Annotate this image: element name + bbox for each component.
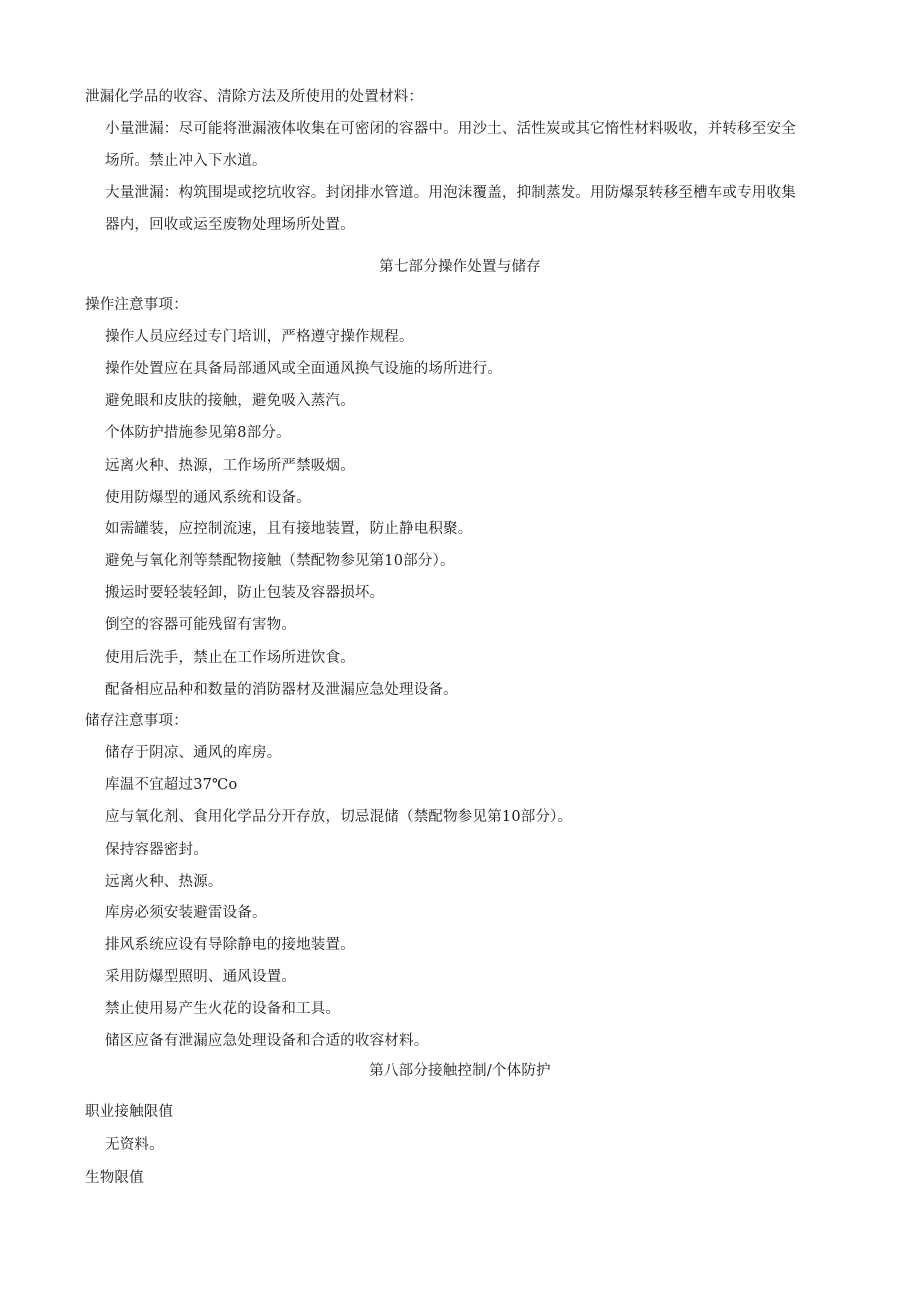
- operation-item: 配备相应品种和数量的消防器材及泄漏应急处理设备。: [105, 682, 458, 698]
- small-spill-line-1: 小量泄漏：尽可能将泄漏液体收集在可密闭的容器中。用沙土、活性炭或其它惰性材料吸收，并转移至安全: [105, 121, 796, 137]
- operation-item: 避免与氧化剂等禁配物接触（禁配物参见第10部分）。: [105, 553, 455, 569]
- large-spill-line-2: 器内，回收或运至废物处理场所处置。: [105, 217, 355, 233]
- operation-heading: 操作注意事项：: [85, 297, 188, 313]
- operation-item: 操作处置应在具备局部通风或全面通风换气设施的场所进行。: [105, 361, 502, 377]
- section-8-title: 第八部分接触控制/个体防护: [369, 1063, 551, 1079]
- storage-item: 库房必须安装避雷设备。: [105, 905, 267, 921]
- operation-item: 搬运时要轻装轻卸，防止包装及容器损坏。: [105, 585, 385, 601]
- large-spill-line-1: 大量泄漏：构筑围堤或挖坑收容。封闭排水管道。用泡沫覆盖，抑制蒸发。用防爆泵转移至槽车或专用收集: [105, 185, 796, 201]
- storage-item: 保持容器密封。: [105, 842, 208, 858]
- storage-item: 库温不宜超过37℃o: [105, 777, 238, 793]
- storage-item: 采用防爆型照明、通风设置。: [105, 969, 297, 985]
- biological-limit-heading: 生物限值: [85, 1170, 144, 1186]
- operation-item: 如需罐装，应控制流速，且有接地装置，防止静电积聚。: [105, 521, 473, 537]
- section-7-title: 第七部分操作处置与储存: [379, 259, 541, 275]
- spill-heading: 泄漏化学品的收容、清除方法及所使用的处置材料：: [85, 89, 424, 105]
- storage-heading: 储存注意事项：: [85, 713, 188, 729]
- exposure-limit-heading: 职业接触限值: [85, 1104, 174, 1120]
- storage-item: 禁止使用易产生火花的设备和工具。: [105, 1001, 341, 1017]
- operation-item: 使用防爆型的通风系统和设备。: [105, 490, 311, 506]
- operation-item: 操作人员应经过专门培训，严格遵守操作规程。: [105, 329, 414, 345]
- operation-item: 倒空的容器可能残留有害物。: [105, 617, 297, 633]
- storage-item: 储区应备有泄漏应急处理设备和合适的收容材料。: [105, 1033, 429, 1049]
- storage-item: 应与氧化剂、食用化学品分开存放，切忌混储（禁配物参见第10部分）。: [105, 809, 573, 825]
- small-spill-line-2: 场所。禁止冲入下水道。: [105, 153, 267, 169]
- exposure-limit-value: 无资料。: [105, 1137, 164, 1153]
- operation-item: 远离火种、热源，工作场所严禁吸烟。: [105, 458, 355, 474]
- storage-item: 排风系统应设有导除静电的接地装置。: [105, 937, 355, 953]
- operation-item: 使用后洗手，禁止在工作场所进饮食。: [105, 650, 355, 666]
- storage-item: 储存于阴凉、通风的库房。: [105, 745, 282, 761]
- operation-item: 避免眼和皮肤的接触，避免吸入蒸汽。: [105, 393, 355, 409]
- operation-item: 个体防护措施参见第8部分。: [105, 425, 291, 441]
- storage-item: 远离火种、热源。: [105, 874, 223, 890]
